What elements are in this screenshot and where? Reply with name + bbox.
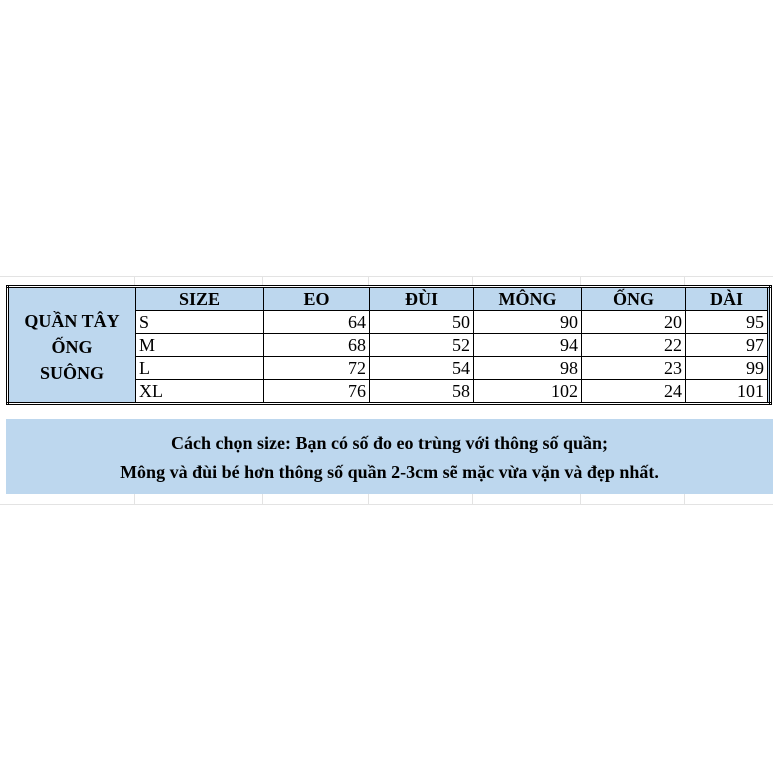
column-header-ong: ỐNG [582, 287, 686, 311]
size-chart-table [6, 285, 772, 405]
sheet-gridline [368, 494, 369, 504]
product-name-line: QUẦN TÂY [24, 311, 120, 331]
thigh-cell: 58 [370, 380, 474, 404]
sheet-gridline [472, 494, 473, 504]
sheet-gridline [684, 494, 685, 504]
thigh-cell: 54 [370, 357, 474, 380]
note-line: Mông và đùi bé hơn thông số quần 2-3cm sẽ mặc vừa vặn và đẹp nhất. [120, 461, 659, 482]
size-cell: M [136, 334, 264, 357]
leg-opening-cell: 22 [582, 334, 686, 357]
header-row [8, 287, 771, 311]
table-edge [768, 287, 771, 404]
product-name-cell [8, 287, 136, 404]
sheet-gridline [262, 494, 263, 504]
waist-cell: 76 [264, 380, 370, 404]
hip-cell: 94 [474, 334, 582, 357]
hip-cell: 102 [474, 380, 582, 404]
sheet-gridline [134, 494, 135, 504]
thigh-cell: 50 [370, 311, 474, 334]
column-header-eo: EO [264, 287, 370, 311]
column-header-dai: DÀI [686, 287, 768, 311]
length-cell: 101 [686, 380, 768, 404]
column-header-size: SIZE [136, 287, 264, 311]
hip-cell: 98 [474, 357, 582, 380]
leg-opening-cell: 20 [582, 311, 686, 334]
column-header-dui: ĐÙI [370, 287, 474, 311]
waist-cell: 64 [264, 311, 370, 334]
waist-cell: 72 [264, 357, 370, 380]
length-cell: 99 [686, 357, 768, 380]
size-cell: L [136, 357, 264, 380]
leg-opening-cell: 24 [582, 380, 686, 404]
sheet-gridline [580, 494, 581, 504]
sheet-gridline [0, 276, 773, 277]
product-name-line: SUÔNG [39, 363, 104, 383]
thigh-cell: 52 [370, 334, 474, 357]
size-cell: S [136, 311, 264, 334]
length-cell: 97 [686, 334, 768, 357]
size-guide-note [6, 419, 773, 494]
waist-cell: 68 [264, 334, 370, 357]
sheet-gridline [0, 504, 773, 505]
product-name-line: ỐNG [51, 337, 93, 357]
leg-opening-cell: 23 [582, 357, 686, 380]
size-cell: XL [136, 380, 264, 404]
hip-cell: 90 [474, 311, 582, 334]
length-cell: 95 [686, 311, 768, 334]
column-header-mong: MÔNG [474, 287, 582, 311]
note-line: Cách chọn size: Bạn có số đo eo trùng với thông số quần; [170, 432, 609, 453]
